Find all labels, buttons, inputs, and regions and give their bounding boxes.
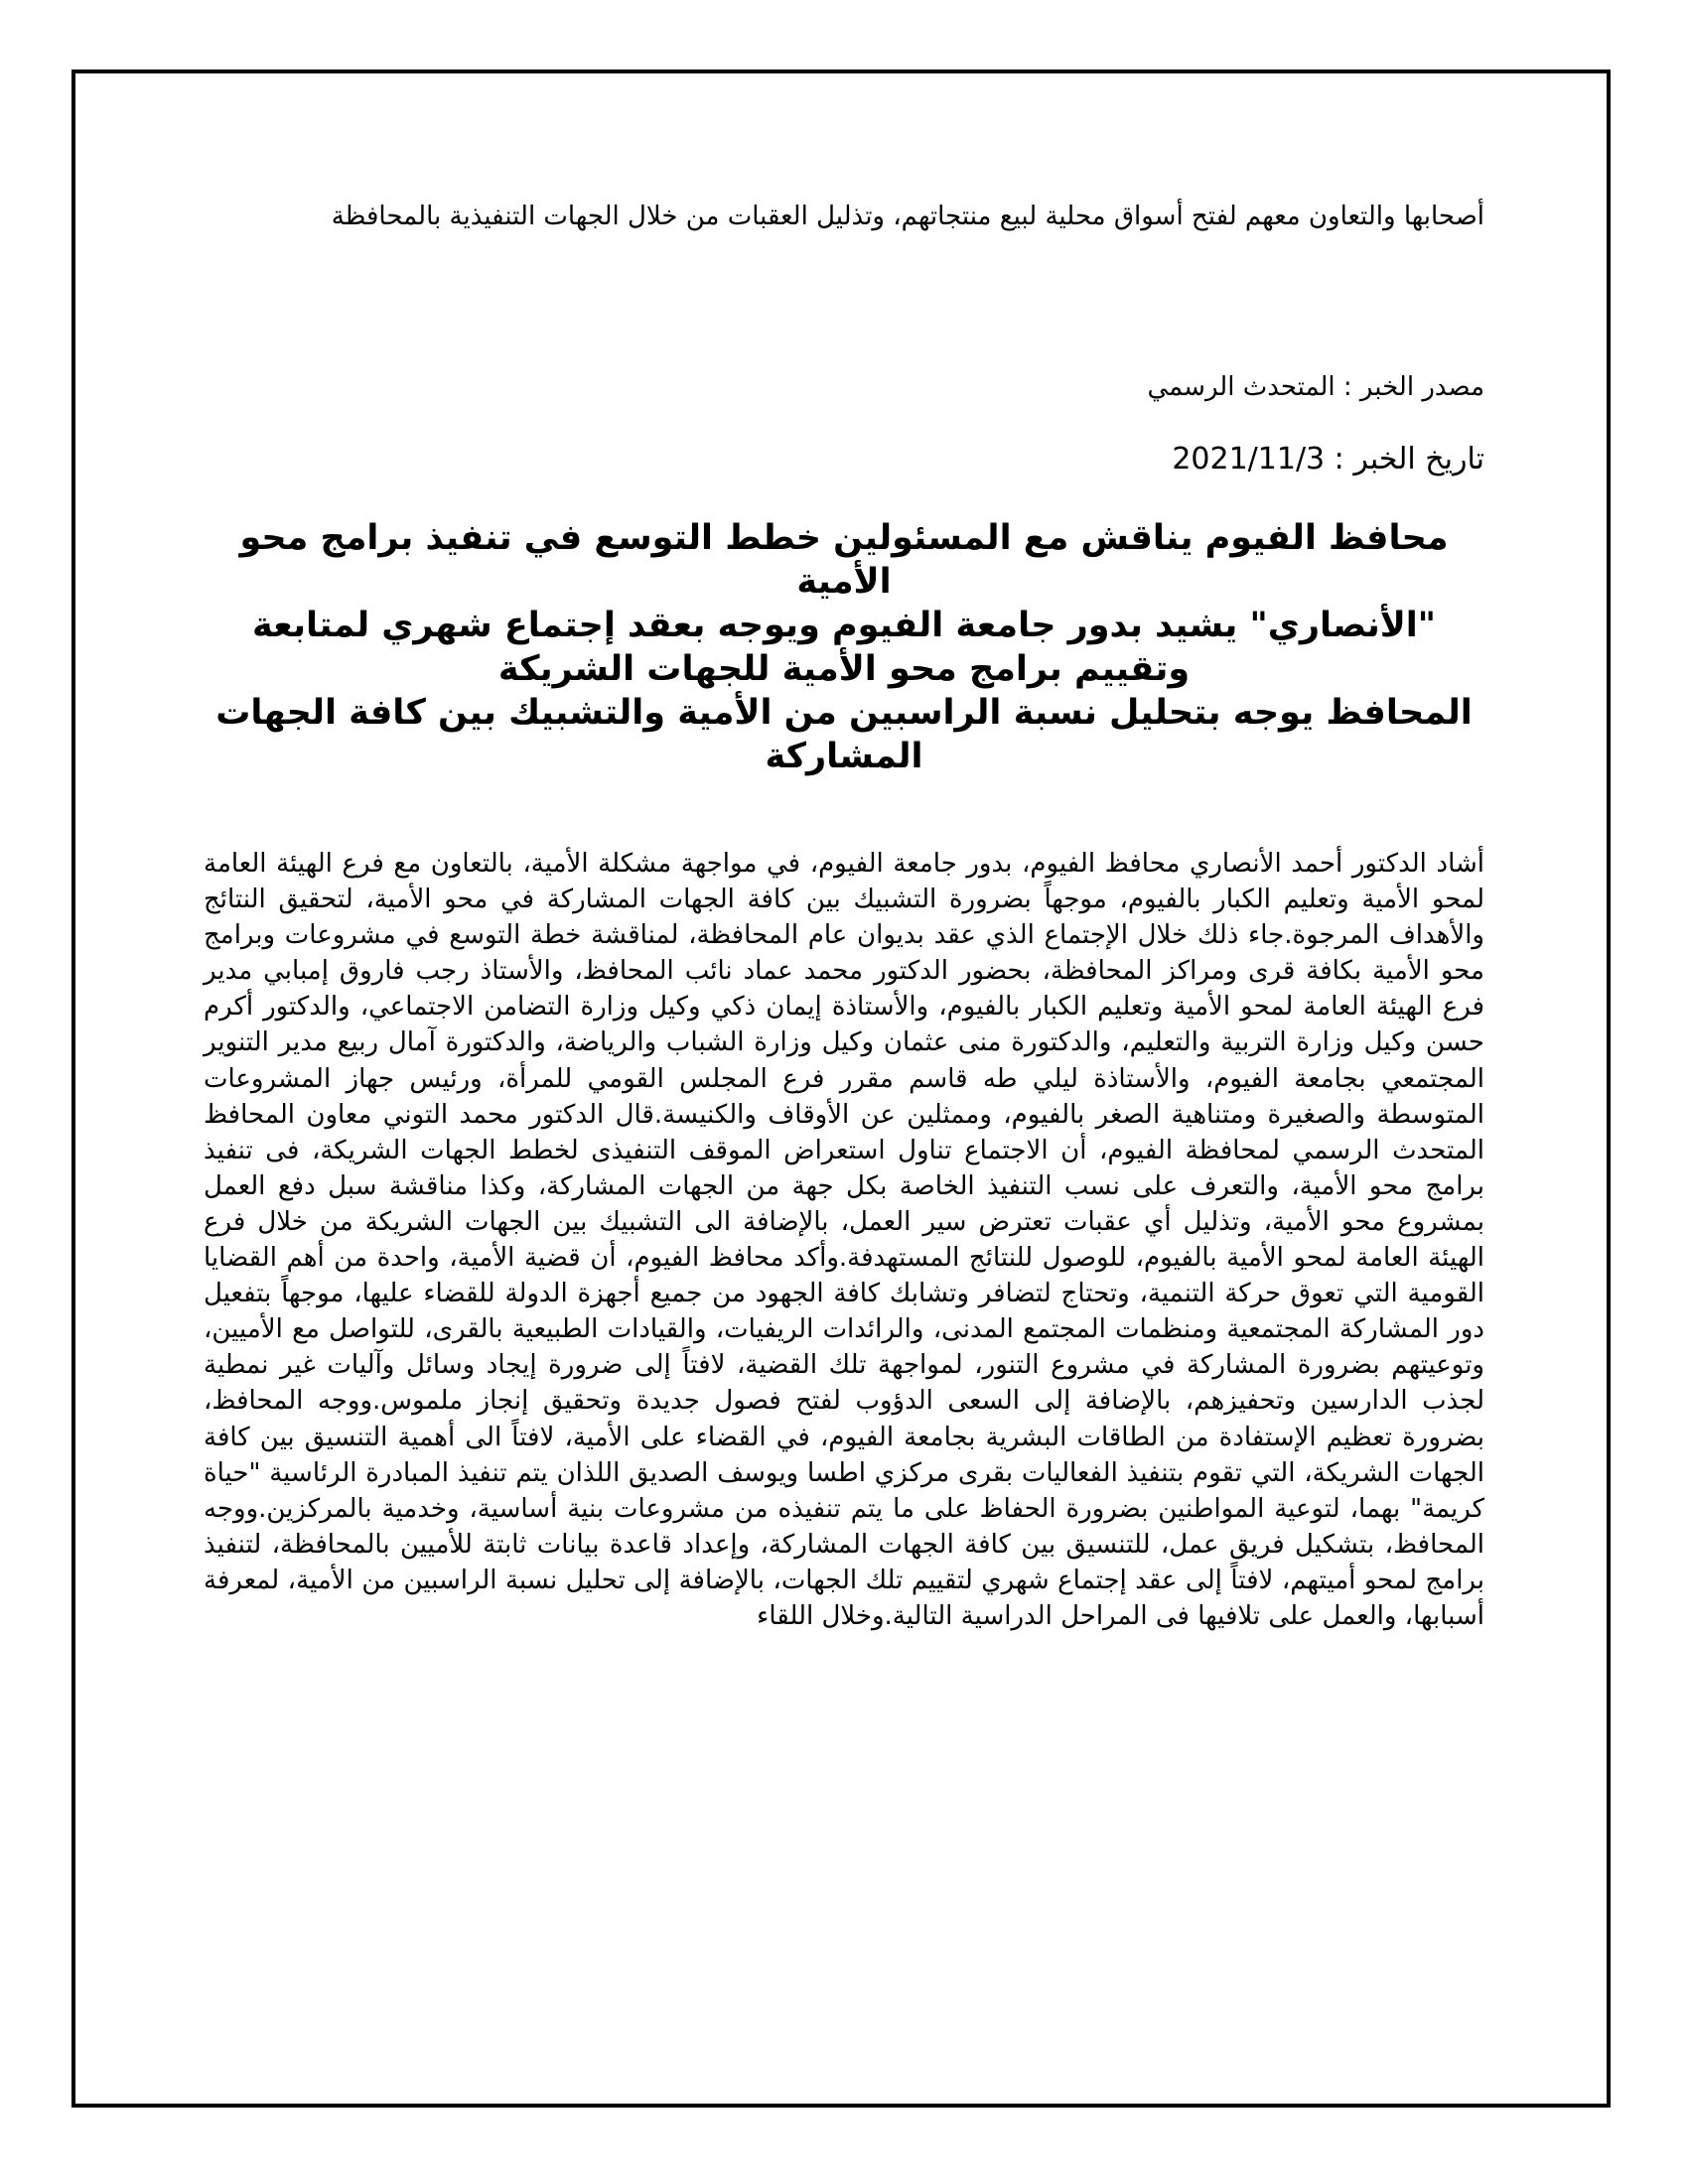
headline-sub: "الأنصاري" يشيد بدور جامعة الفيوم ويوجه بعقد إجتماع شهري لمتابعة وتقييم برامج محو الأمية للجهات الشريكة [251,606,1437,689]
news-source: مصدر الخبر : المتحدث الرسمي [1147,372,1484,402]
document-content [204,199,1484,1631]
headline-main: محافظ الفيوم يناقش مع المسئولين خطط التوسع في تنفيذ برامج محو الأمية [239,518,1449,602]
news-date: تاريخ الخبر : 2021/11/3 [1172,442,1484,477]
intro-paragraph: أصحابها والتعاون معهم لفتح أسواق محلية لبيع منتجاتهم، وتذليل العقبات من خلال الجهات التنفيذية بالمحافظة [331,202,1484,231]
headline-sub-2: المحافظ يوجه بتحليل نسبة الراسبين من الأمية والتشبيك بين كافة الجهات المشاركة [215,693,1473,776]
article-body: أشاد الدكتور أحمد الأنصاري محافظ الفيوم، بدور جامعة الفيوم، في مواجهة مشكلة الأمية، بالتعاون مع فرع الهيئة العامة لمحو الأمية وتعليم الكبار بالفيوم، موجهاً بضرورة التشبيك بين كافة الجهات المشاركة في محو الأمية، لتحقيق النتائج والأهداف المرجوة.جاء ذلك خلال الإجتماع الذي عقد بديوان عام المحافظة، لمناقشة خطة التوسع في مشروعات وبرامج محو الأمية بكافة قرى ومراكز المحافظة، بحضور الدكتور محمد عماد نائب المحافظ، والأستاذ رجب فاروق إمبابي مدير فرع الهيئة العامة لمحو الأمية وتعليم الكبار بالفيوم، والأستاذة إيمان ذكي وكيل وزارة التضامن الاجتماعي، والدكتور أكرم حسن وكيل وزارة التربية والتعليم، والدكتورة منى عثمان وكيل وزارة الشباب والرياضة، والدكتورة آمال ربيع مدير التنوير المجتمعي بجامعة الفيوم، والأستاذة ليلي طه قاسم مقرر فرع المجلس القومي للمرأة، ورئيس جهاز المشروعات المتوسطة والصغيرة ومتناهية الصغر بالفيوم، وممثلين عن الأوقاف والكنيسة.قال الدكتور محمد التوني معاون المحافظ المتحدث الرسمي لمحافظة الفيوم، أن الاجتماع تناول استعراض الموقف التنفيذى لخطط الجهات الشريكة، فى تنفيذ برامج محو الأمية، والتعرف على نسب التنفيذ الخاصة بكل جهة من الجهات المشاركة، وكذا مناقشة سبل دفع العمل بمشروع محو الأمية، وتذليل أي عقبات تعترض سير العمل، بالإضافة الى التشبيك بين الجهات الشريكة من خلال فرع الهيئة العامة لمحو الأمية بالفيوم، للوصول للنتائج المستهدفة.وأكد محافظ الفيوم، أن قضية الأمية، واحدة من أهم القضايا القومية التي تعوق حركة التنمية، وتحتاج لتضافر وتشابك كافة الجهود من جميع أجهزة الدولة للقضاء عليها، موجهاً بتفعيل دور المشاركة المجتمعية ومنظمات المجتمع المدنى، والرائدات الريفيات، والقيادات الطبيعية بالقرى، للتواصل مع الأميين، وتوعيتهم بضرورة المشاركة في مشروع التنور، لمواجهة تلك القضية، لافتاً إلى ضرورة إيجاد وسائل وآليات غير نمطية لجذب الدارسين وتحفيزهم، بالإضافة إلى السعى الدؤوب لفتح فصول جديدة وتحقيق إنجاز ملموس.ووجه المحافظ، بضرورة تعظيم الإستفادة من الطاقات البشرية بجامعة الفيوم، في القضاء على الأمية، لافتاً الى أهمية التنسيق بين كافة الجهات الشريكة، التي تقوم بتنفيذ الفعاليات بقرى مركزي اطسا ويوسف الصديق اللذان يتم تنفيذ المبادرة الرئاسية "حياة كريمة" بهما، لتوعية المواطنين بضرورة الحفاظ على ما يتم تنفيذه من مشروعات بنية أساسية، وخدمية بالمركزين.ووجه المحافظ، بتشكيل فريق عمل، للتنسيق بين كافة الجهات المشاركة، وإعداد قاعدة بيانات ثابتة للأميين بالمحافظة، لتنفيذ برامج لمحو أميتهم، لافتاً إلى عقد إجتماع شهري لتقييم تلك الجهات، بالإضافة إلى تحليل نسبة الراسبين من الأمية، لمعرفة أسبابها، والعمل على تلافيها فى المراحل الدراسية التالية.وخلال اللقاء [204,849,1484,1631]
headline [194,516,1494,778]
